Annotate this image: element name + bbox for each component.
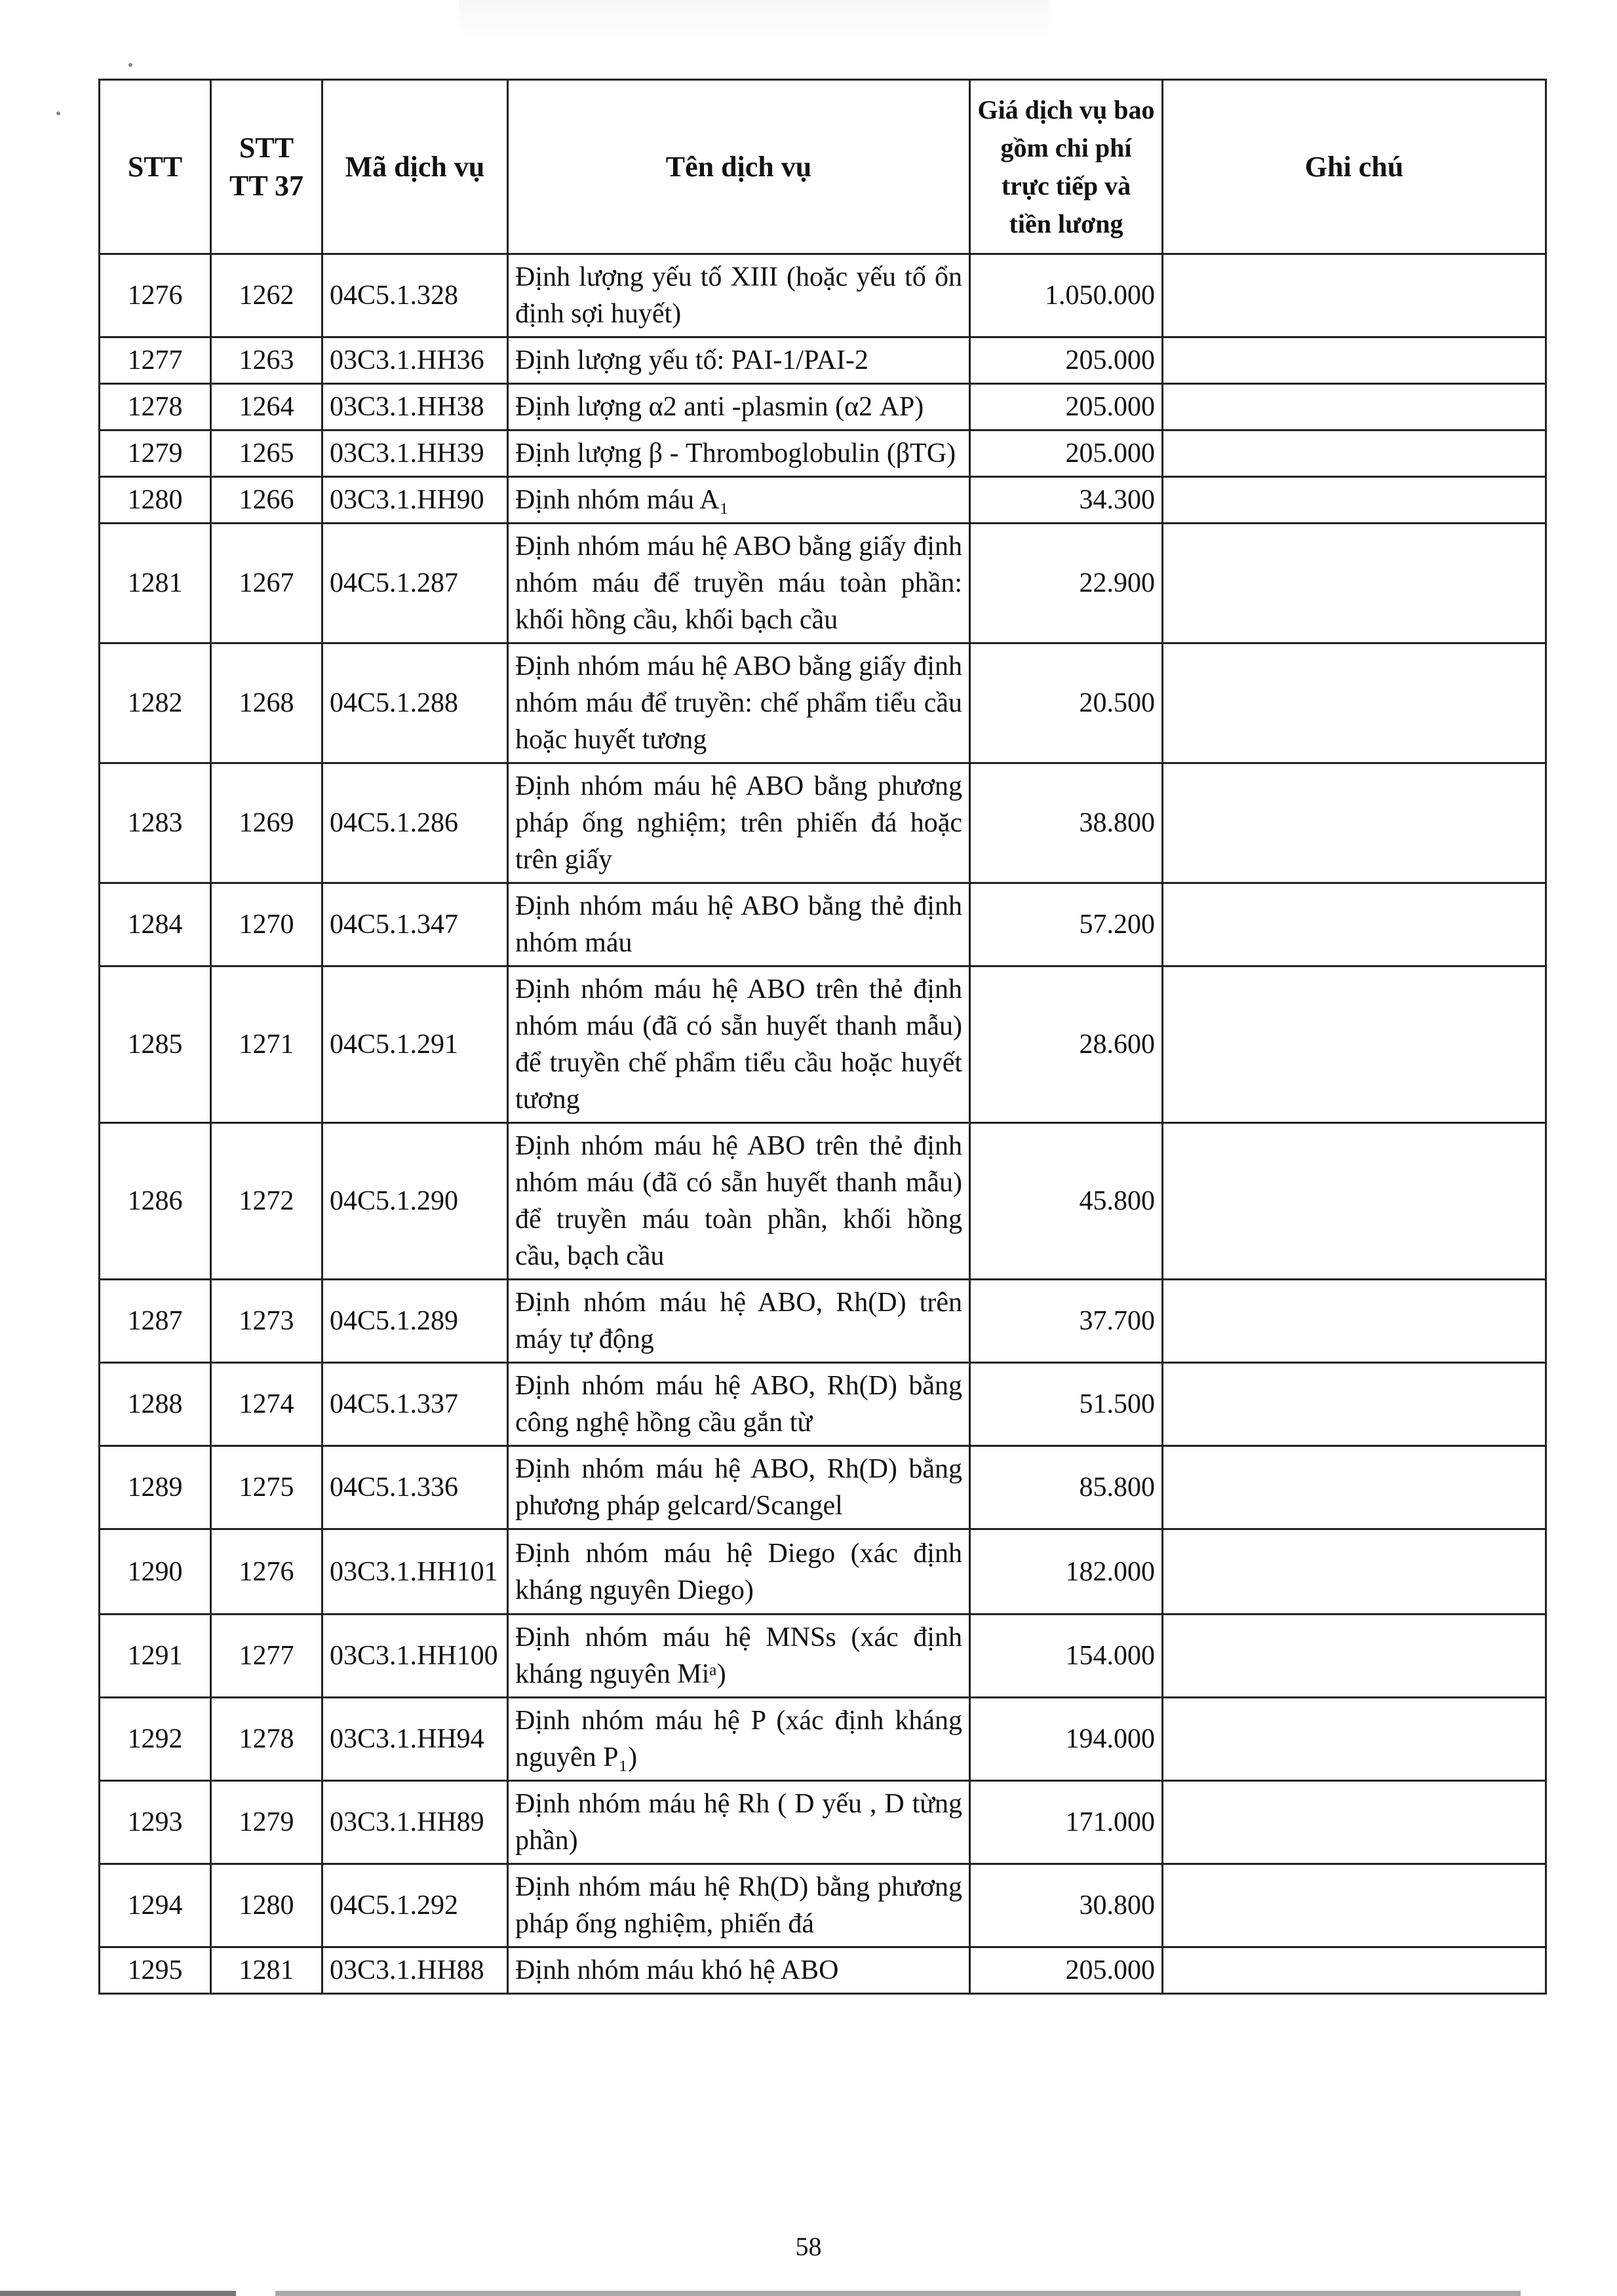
row-stt-tt37: 1273 [211, 1280, 322, 1363]
table-row [100, 1781, 1546, 1864]
row-price: 205.000 [970, 337, 1163, 384]
row-note [1163, 1947, 1546, 1994]
row-note [1163, 1280, 1546, 1363]
row-stt: 1280 [100, 477, 211, 524]
row-price: 30.800 [970, 1864, 1163, 1947]
scan-edge [275, 2291, 1521, 2296]
row-service-code: 04C5.1.287 [322, 524, 508, 643]
row-stt-tt37: 1271 [211, 966, 322, 1123]
row-stt: 1292 [100, 1698, 211, 1781]
row-service-name: Định nhóm máu khó hệ ABO [508, 1947, 970, 1994]
row-stt-tt37: 1265 [211, 430, 322, 477]
row-stt-tt37: 1263 [211, 337, 322, 384]
row-note [1163, 883, 1546, 966]
row-price: 57.200 [970, 883, 1163, 966]
col-header-service-code: Mã dịch vụ [322, 80, 508, 254]
table-row [100, 524, 1546, 643]
row-price: 45.800 [970, 1123, 1163, 1280]
row-service-code: 03C3.1.HH101 [322, 1529, 508, 1615]
row-service-code: 03C3.1.HH38 [322, 384, 508, 430]
row-note [1163, 1123, 1546, 1280]
col-header-stt: STT [100, 80, 211, 254]
row-price: 85.800 [970, 1446, 1163, 1529]
row-stt-tt37: 1264 [211, 384, 322, 430]
row-stt-tt37: 1274 [211, 1363, 322, 1446]
row-price: 38.800 [970, 763, 1163, 883]
row-price: 51.500 [970, 1363, 1163, 1446]
header-row [100, 80, 1546, 254]
row-service-code: 04C5.1.337 [322, 1363, 508, 1446]
row-stt: 1291 [100, 1615, 211, 1698]
col-header-note: Ghi chú [1163, 80, 1546, 254]
row-stt-tt37: 1270 [211, 883, 322, 966]
row-stt-tt37: 1280 [211, 1864, 322, 1947]
table-header [100, 80, 1546, 254]
row-service-name: Định nhóm máu hệ ABO bằng giấy định nhóm máu để truyền máu toàn phần: khối hồng cầu, khối bạch cầu [508, 524, 970, 643]
table-row [100, 1529, 1546, 1615]
row-service-code: 04C5.1.336 [322, 1446, 508, 1529]
row-stt: 1293 [100, 1781, 211, 1864]
table-row [100, 1280, 1546, 1363]
row-service-code: 04C5.1.290 [322, 1123, 508, 1280]
row-note [1163, 384, 1546, 430]
row-stt: 1288 [100, 1363, 211, 1446]
row-service-name: Định nhóm máu hệ ABO, Rh(D) trên máy tự động [508, 1280, 970, 1363]
page-number: 58 [795, 2232, 822, 2261]
row-price: 205.000 [970, 430, 1163, 477]
row-service-name: Định lượng α2 anti -plasmin (α2 AP) [508, 384, 970, 430]
row-price: 37.700 [970, 1280, 1163, 1363]
scan-speck [128, 63, 132, 67]
row-service-name: Định nhóm máu hệ P (xác định kháng nguyên P₁) [508, 1698, 970, 1781]
row-note [1163, 254, 1546, 337]
row-stt-tt37: 1277 [211, 1615, 322, 1698]
col-header-service-name: Tên dịch vụ [508, 80, 970, 254]
row-service-code: 03C3.1.HH94 [322, 1698, 508, 1781]
table-body [100, 254, 1546, 1994]
row-price: 28.600 [970, 966, 1163, 1123]
row-stt: 1278 [100, 384, 211, 430]
table-row [100, 763, 1546, 883]
row-service-name: Định nhóm máu hệ ABO bằng giấy định nhóm máu để truyền: chế phẩm tiểu cầu hoặc huyết tương [508, 643, 970, 763]
row-stt-tt37: 1269 [211, 763, 322, 883]
row-stt-tt37: 1268 [211, 643, 322, 763]
row-stt: 1284 [100, 883, 211, 966]
row-note [1163, 524, 1546, 643]
scan-artifact [459, 0, 1049, 39]
row-service-name: Định nhóm máu hệ Diego (xác định kháng nguyên Diego) [508, 1529, 970, 1615]
row-service-code: 03C3.1.HH39 [322, 430, 508, 477]
row-price: 171.000 [970, 1781, 1163, 1864]
row-service-code: 03C3.1.HH100 [322, 1615, 508, 1698]
row-price: 1.050.000 [970, 254, 1163, 337]
row-stt: 1294 [100, 1864, 211, 1947]
row-price: 154.000 [970, 1615, 1163, 1698]
table-row [100, 430, 1546, 477]
row-service-name: Định nhóm máu hệ ABO bằng phương pháp ống nghiệm; trên phiến đá hoặc trên giấy [508, 763, 970, 883]
table-row [100, 384, 1546, 430]
row-service-code: 03C3.1.HH89 [322, 1781, 508, 1864]
row-note [1163, 1529, 1546, 1615]
row-service-name: Định nhóm máu hệ ABO, Rh(D) bằng công nghệ hồng cầu gắn từ [508, 1363, 970, 1446]
row-stt: 1277 [100, 337, 211, 384]
table-row [100, 1446, 1546, 1529]
row-service-code: 04C5.1.291 [322, 966, 508, 1123]
table-row [100, 254, 1546, 337]
row-price: 194.000 [970, 1698, 1163, 1781]
row-note [1163, 1781, 1546, 1864]
row-stt: 1289 [100, 1446, 211, 1529]
row-service-code: 03C3.1.HH36 [322, 337, 508, 384]
table-row [100, 477, 1546, 524]
row-service-name: Định nhóm máu hệ ABO bằng thẻ định nhóm máu [508, 883, 970, 966]
row-service-code: 04C5.1.347 [322, 883, 508, 966]
row-note [1163, 477, 1546, 524]
row-service-name: Định nhóm máu hệ ABO trên thẻ định nhóm máu (đã có sẵn huyết thanh mẫu) để truyền chế phẩm tiểu cầu hoặc huyết tương [508, 966, 970, 1123]
table-row [100, 337, 1546, 384]
row-note [1163, 1864, 1546, 1947]
row-note [1163, 430, 1546, 477]
service-price-table [98, 79, 1547, 1995]
table-row [100, 643, 1546, 763]
row-service-code: 03C3.1.HH88 [322, 1947, 508, 1994]
row-note [1163, 1363, 1546, 1446]
table-row [100, 1947, 1546, 1994]
scan-edge [0, 2291, 236, 2296]
table-row [100, 883, 1546, 966]
row-stt: 1287 [100, 1280, 211, 1363]
row-stt-tt37: 1267 [211, 524, 322, 643]
row-note [1163, 966, 1546, 1123]
row-stt: 1290 [100, 1529, 211, 1615]
row-service-code: 04C5.1.288 [322, 643, 508, 763]
row-stt-tt37: 1266 [211, 477, 322, 524]
row-note [1163, 337, 1546, 384]
row-note [1163, 643, 1546, 763]
table-row [100, 1363, 1546, 1446]
row-stt-tt37: 1276 [211, 1529, 322, 1615]
table-row [100, 1123, 1546, 1280]
row-service-code: 04C5.1.289 [322, 1280, 508, 1363]
row-stt: 1279 [100, 430, 211, 477]
row-stt: 1276 [100, 254, 211, 337]
row-stt-tt37: 1262 [211, 254, 322, 337]
row-note [1163, 1446, 1546, 1529]
row-stt: 1286 [100, 1123, 211, 1280]
row-service-code: 03C3.1.HH90 [322, 477, 508, 524]
row-price: 205.000 [970, 1947, 1163, 1994]
col-header-price: Giá dịch vụ bao gồm chi phí trực tiếp và tiền lương [970, 80, 1163, 254]
row-stt: 1281 [100, 524, 211, 643]
row-service-name: Định lượng yếu tố: PAI-1/PAI-2 [508, 337, 970, 384]
row-stt-tt37: 1278 [211, 1698, 322, 1781]
col-header-stt-tt37: STT TT 37 [211, 80, 322, 254]
row-note [1163, 1615, 1546, 1698]
row-stt-tt37: 1279 [211, 1781, 322, 1864]
row-service-name: Định lượng β - Thromboglobulin (βTG) [508, 430, 970, 477]
table-row [100, 1698, 1546, 1781]
row-service-name: Định nhóm máu hệ MNSs (xác định kháng nguyên Miᵃ) [508, 1615, 970, 1698]
row-price: 22.900 [970, 524, 1163, 643]
row-service-name: Định lượng yếu tố XIII (hoặc yếu tố ổn định sợi huyết) [508, 254, 970, 337]
table-row [100, 966, 1546, 1123]
row-stt: 1285 [100, 966, 211, 1123]
row-service-code: 04C5.1.292 [322, 1864, 508, 1947]
table-row [100, 1615, 1546, 1698]
row-price: 182.000 [970, 1529, 1163, 1615]
row-service-name: Định nhóm máu hệ ABO, Rh(D) bằng phương pháp gelcard/Scangel [508, 1446, 970, 1529]
row-stt: 1282 [100, 643, 211, 763]
table-row [100, 1864, 1546, 1947]
row-price: 20.500 [970, 643, 1163, 763]
row-stt-tt37: 1272 [211, 1123, 322, 1280]
row-service-code: 04C5.1.286 [322, 763, 508, 883]
row-service-name: Định nhóm máu hệ ABO trên thẻ định nhóm máu (đã có sẵn huyết thanh mẫu) để truyền máu toàn phần, khối hồng cầu, bạch cầu [508, 1123, 970, 1280]
row-service-name: Định nhóm máu A₁ [508, 477, 970, 524]
scan-speck [56, 111, 60, 115]
row-service-name: Định nhóm máu hệ Rh(D) bằng phương pháp ống nghiệm, phiến đá [508, 1864, 970, 1947]
row-note [1163, 1698, 1546, 1781]
row-stt-tt37: 1275 [211, 1446, 322, 1529]
row-price: 205.000 [970, 384, 1163, 430]
row-stt-tt37: 1281 [211, 1947, 322, 1994]
row-stt: 1295 [100, 1947, 211, 1994]
row-note [1163, 763, 1546, 883]
row-service-name: Định nhóm máu hệ Rh ( D yếu , D từng phần) [508, 1781, 970, 1864]
row-stt: 1283 [100, 763, 211, 883]
row-price: 34.300 [970, 477, 1163, 524]
row-service-code: 04C5.1.328 [322, 254, 508, 337]
